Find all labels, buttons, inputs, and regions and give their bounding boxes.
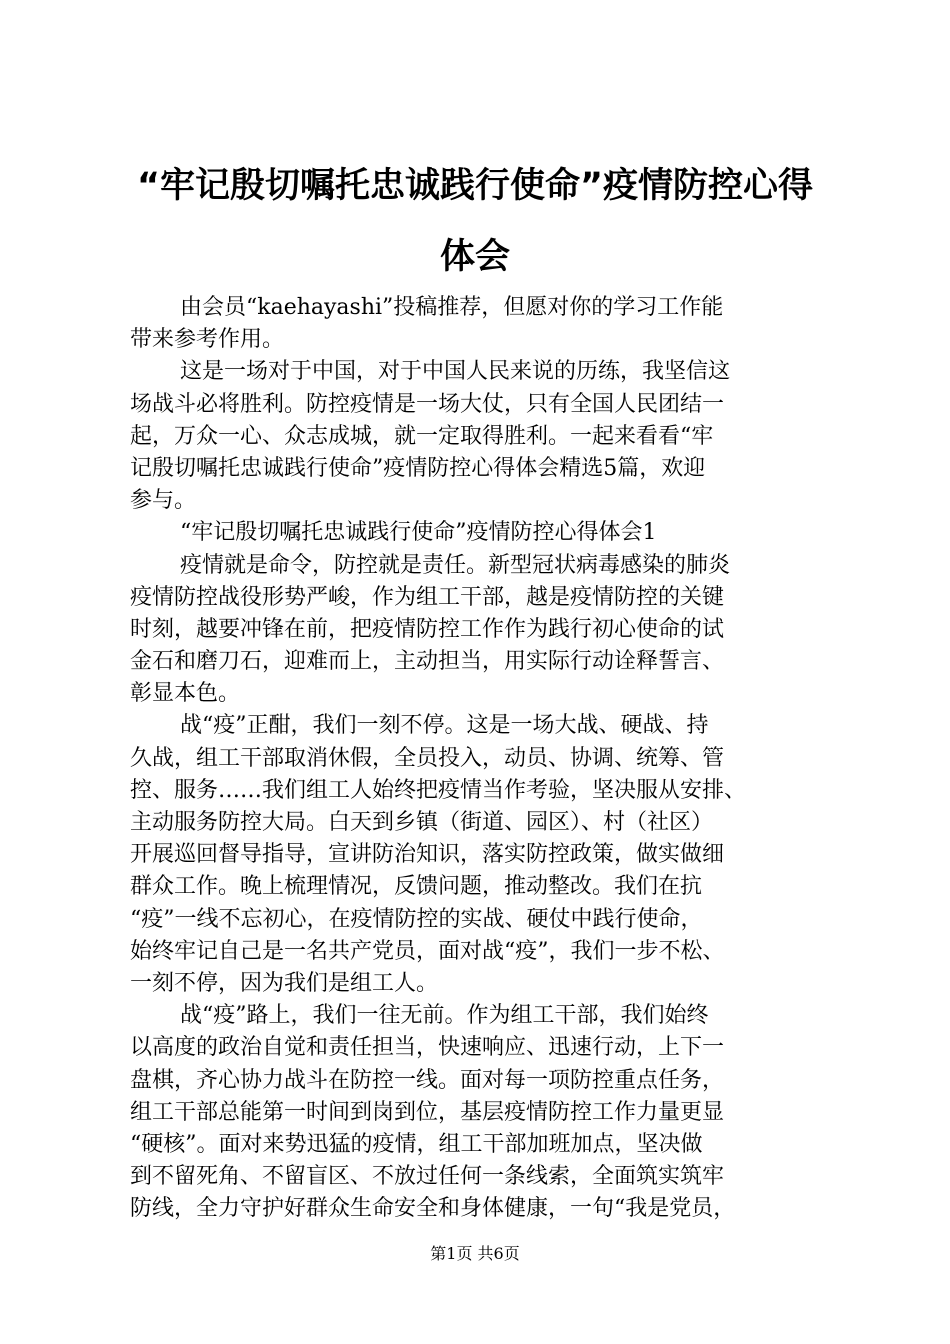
body-line: 场战斗必将胜利。防控疫情是一场大仗，只有全国人民团结一 [130,391,725,417]
body-line: 开展巡回督导指导，宣讲防治知识，落实防控政策，做实做细 [130,842,725,868]
body-line: 控、服务……我们组工人始终把疫情当作考验，坚决服从安排、 [130,777,747,803]
section-heading: “牢记殷切嘱托忠诚践行使命”疫情防控心得体会1 [180,520,657,546]
body-line: 这是一场对于中国，对于中国人民来说的历练，我坚信这 [180,359,731,385]
page-footer: 第1页 共6页 [430,1244,520,1263]
body-line: 到不留死角、不留盲区、不放过任何一条线索，全面筑实筑牢 [130,1164,725,1190]
document-title-line1: “牢记殷切嘱托忠诚践行使命”疫情防控心得 [136,166,813,206]
body-line: 带来参考作用。 [130,327,285,353]
body-line: “硬核”。面对来势迅猛的疫情，组工干部加班加点，坚决做 [130,1131,703,1157]
body-line: 盘棋，齐心协力战斗在防控一线。面对每一项防控重点任务， [130,1067,725,1093]
body-line: 战“疫”正酣，我们一刻不停。这是一场大战、硬战、持 [180,713,709,739]
document-title-line2: 体会 [439,237,510,277]
body-line: 彰显本色。 [130,681,241,707]
body-line: 战“疫”路上，我们一往无前。作为组工干部，我们始终 [180,1003,709,1029]
body-line: 一刻不停，因为我们是组工人。 [130,970,439,996]
document-body [130,292,835,1225]
body-line: 起，万众一心、众志成城，就一定取得胜利。一起来看看“牢 [130,423,714,449]
body-line: 久战，组工干部取消休假，全员投入，动员、协调、统筹、管 [130,745,725,771]
body-line: 疫情就是命令，防控就是责任。新型冠状病毒感染的肺炎 [180,552,731,578]
body-line: “疫”一线不忘初心，在疫情防控的实战、硬仗中践行使命， [130,906,703,932]
body-line: 时刻，越要冲锋在前，把疫情防控工作作为践行初心使命的试 [130,616,725,642]
body-line: 防线，全力守护好群众生命安全和身体健康，一句“我是党员， [130,1196,736,1222]
body-line: 始终牢记自己是一名共产党员，面对战“疫”，我们一步不松、 [130,938,725,964]
body-line: 以高度的政治自觉和责任担当，快速响应、迅速行动，上下一 [130,1035,725,1061]
body-line: 主动服务防控大局。白天到乡镇（街道、园区）、村（社区） [130,810,714,835]
body-line: 疫情防控战役形势严峻，作为组工干部，越是疫情防控的关键 [130,584,725,610]
body-line: 记殷切嘱托忠诚践行使命”疫情防控心得体会精选5篇，欢迎 [130,455,706,481]
body-line: 群众工作。晚上梳理情况，反馈问题，推动整改。我们在抗 [130,874,703,900]
body-line: 组工干部总能第一时间到岗到位，基层疫情防控工作力量更显 [130,1099,725,1125]
body-line: 参与。 [130,488,197,514]
body-line: 金石和磨刀石，迎难而上，主动担当，用实际行动诠释誓言、 [130,649,725,675]
body-line: 由会员“kaehayashi”投稿推荐，但愿对你的学习工作能 [180,295,724,320]
